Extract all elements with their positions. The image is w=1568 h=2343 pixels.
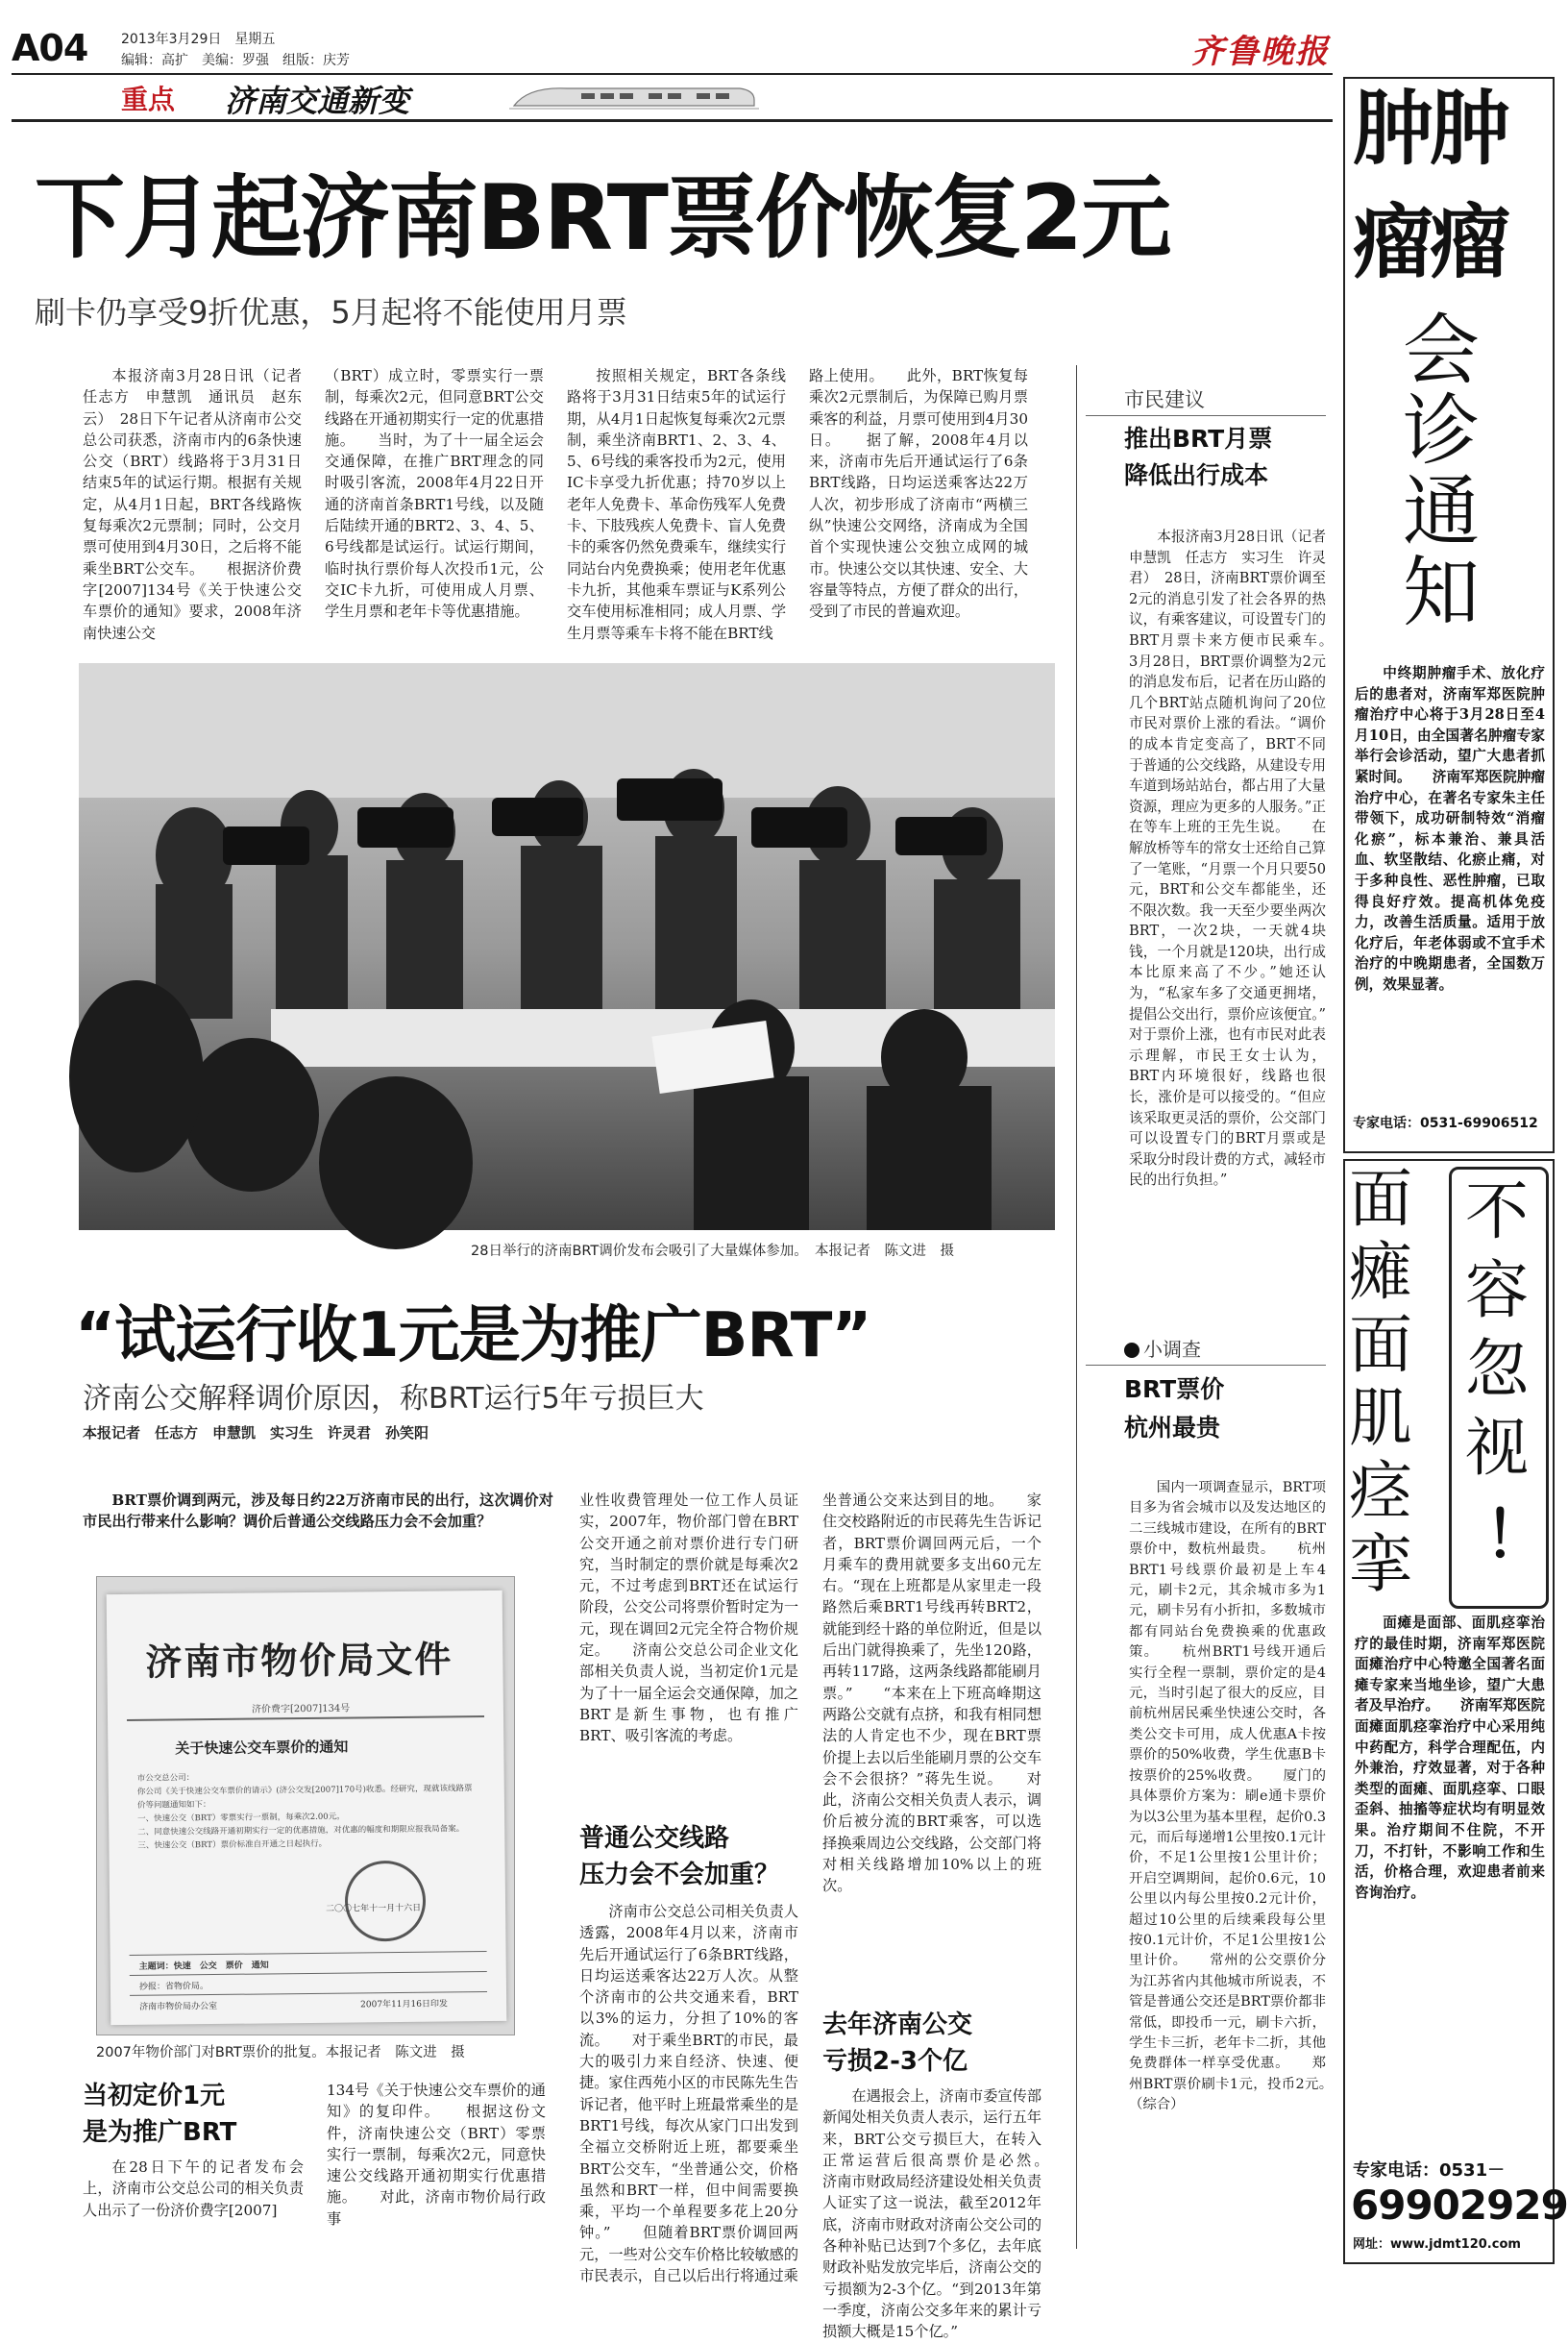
- second-col-b-text: 134号《关于快速公交车票价的通知》的复印件。 根据这份文件，济南快速公交（BRT）零票实行一票制，每乘次2元，同意快速公交线路开通初期实行优惠措施。 对此，济南市物价局行政事: [327, 2082, 546, 2228]
- ad-facial-web: 网址：www.jdmt120.com: [1353, 2237, 1521, 2252]
- lead-text-4: 路上使用。 此外，BRT恢复每乘次2元票制后，为保障已购月票乘客的利益，月票可使用到4月30日。 据了解，2008年4月以来，济南市先后开通试运行了6条BRT线路，日均运送乘客达22万人次，初步形成了济南市“两横三纵”快速公交网络，济南成为全国首个实现快速公交独立成网的城市。快速公交以其快速、安全、大容量等特点，方便了群众的出行，受到了市民的普遍欢迎。: [809, 367, 1028, 621]
- lead-photo: [79, 663, 1055, 1230]
- document-caption: 2007年物价部门对BRT票价的批复。本报记者 陈文进 摄: [96, 2045, 465, 2060]
- document-footer-left: 济南市物价局办公室: [139, 2001, 218, 2012]
- ad-tumor-body: [1355, 663, 1545, 1096]
- paper-logo: 齐鲁晚报: [1191, 33, 1330, 71]
- second-subhead: 济南公交解释调价原因，称BRT运行5年亏损巨大: [83, 1382, 704, 1416]
- ad-facial-warn-4: 视: [1465, 1411, 1529, 1485]
- page-number: A04: [12, 27, 88, 69]
- ad-facial-warn-1: 不: [1465, 1174, 1529, 1248]
- lead-photo-caption: 28日举行的济南BRT调价发布会吸引了大量媒体参加。 本报记者 陈文进 摄: [471, 1244, 955, 1259]
- lead-headline: 下月起济南BRT票价恢复2元: [35, 166, 1170, 271]
- ad-facial-warning-box: [1449, 1167, 1549, 1609]
- lead-text-1: 本报济南3月28日讯（记者 任志方 申慧凯 通讯员 赵东云） 28日下午记者从济南市公交总公司获悉，济南市内的6条快速公交（BRT）线路将于3月31日结束5年的试运行期。根据有关规定，从4月1日起，BRT各线路恢复每乘次2元票制；同时，公交月票可使用到4月30日，之后将不能乘坐BRT公交车。 根据济价费字[2007]134号《关于快速公交车票价的通知》要求，2008年济南快速公交: [83, 367, 317, 642]
- document-rule-3: [130, 1971, 487, 1976]
- second-col-c2-text: 济南市公交总公司相关负责人透露，2008年4月以来，济南市先后开通试运行了6条BRT线路，日均运送乘客达22万人次。从整个济南市的公共交通来看，BRT以3%的运力，分担了10%的客流。 对于乘坐BRT的市民，最大的吸引力来自经济、快速、便捷。家住西苑小区的市民陈先生告诉记者，他平时上班最常乘坐的是BRT1号线，每次从家门口出发到全福立交桥附近上班，都要乘坐BRT公交车，“坐普通公交，价格虽然和BRT一样，但中间需要换乘，平均一个单程要多花上20分钟。” 但随着BRT票价调回两元，一些对公交车价格比较敏感的市民表示，自己以后出行将通过乘: [579, 1903, 798, 2285]
- second-headline: “试运行收1元是为推广BRT”: [75, 1300, 871, 1371]
- side-kicker-rule: [1086, 415, 1326, 416]
- ad-tumor-title-4: 诊: [1403, 386, 1480, 476]
- second-col-c2: [579, 1901, 798, 2285]
- second-subhead-1: 当初定价1元 是为推广BRT: [83, 2082, 237, 2147]
- second-subhead-3: 去年济南公交 亏损2-3个亿: [822, 2010, 973, 2076]
- lead-text-2: （BRT）成立时，零票实行一票制，每乘次2元，但同意BRT公交线路在开通初期实行一定的优惠措施。 当时，为了十一届全运会交通保障，在推广BRT理念的同时吸引客流，2008年4月22日开通的济南首条BRT1号线，以及随后陆续开通的BRT2、3、4、5、6号线都是试运行。试运行期间，临时执行票价每人次投币1元，公交IC卡九折，可使用成人月票、学生月票和老年卡等优惠措施。: [325, 367, 544, 621]
- ad-facial-title-1: 面: [1349, 1162, 1412, 1236]
- document-footer-right: 2007年11月16日印发: [360, 1999, 449, 2010]
- ad-tumor-title-1: 肿肿: [1353, 81, 1507, 176]
- ad-facial-title-3: 面: [1349, 1308, 1412, 1382]
- ad-facial-phone-label: 专家电话：0531－: [1353, 2160, 1506, 2181]
- side-kicker: 市民建议: [1124, 388, 1205, 411]
- side-title: 推出BRT月票 降低出行成本: [1124, 425, 1273, 489]
- masthead-rule: [12, 73, 1333, 75]
- second-intro: BRT票价调到两元，涉及每日约22万济南市民的出行，这次调价对市民出行带来什么影响？调价后普通公交线路压力会不会加重？: [83, 1492, 553, 1531]
- survey-kicker-text: 小调查: [1143, 1338, 1201, 1361]
- ad-facial: [1343, 1159, 1568, 2264]
- ad-facial-phone: 69902929: [1351, 2182, 1568, 2229]
- ad-facial-title-2: 瘫: [1349, 1235, 1412, 1309]
- column-name: 济南交通新变: [225, 83, 410, 119]
- survey-icon: [1124, 1343, 1139, 1358]
- document-rule-4: [130, 1991, 487, 1996]
- ad-tumor-text: 中终期肿瘤手术、放化疗后的患者对，济南军郑医院肿瘤治疗中心将于3月28日至4月10日，由全国著名肿瘤专家举行会诊活动，望广大患者抓紧时间。 济南军郑医院肿瘤治疗中心，在著名专家朱主任带领下，成功研制特效“消瘤化瘀”，标本兼治、兼具活血、软坚散结、化瘀止痛，对于多种良性、恶性肿瘤，已取得良好疗效。提高机体免疫力，改善生活质量。适用于放化疗后，年老体弱或不宜手术治疗的中晚期患者，全国数万例，效果显著。: [1355, 665, 1545, 993]
- second-col-d1-text: 坐普通公交来达到目的地。 家住交校路附近的市民蒋先生告诉记者，BRT票价调回两元后，一个月乘车的费用就要多支出60元左右。“现在上班都是从家里走一段路然后乘BRT1号线再转BRT2，就能到经十路的单位附近，但是以后出门就得换乘了，先坐120路，再转117路，这两条线路都能刷月票。” “本来在上下班高峰期这两路公交就有点挤，和我有相同想法的人肯定也不少，现在BRT票价提上去以后坐能刷月票的公交车会不会很挤？”蒋先生说。 对此，济南公交相关负责人表示，调价后被分流的BRT乘客，可以选择换乘周边公交线路，公交部门将对相关线路增加10%以上的班次。: [822, 1492, 1041, 1895]
- ad-facial-warn-3: 忽: [1465, 1332, 1529, 1406]
- document-subject: 主题词：快速 公交 票价 通知: [138, 1961, 269, 1972]
- survey-rule: [1086, 1365, 1326, 1366]
- side-text-column: [1129, 527, 1355, 1334]
- second-sub1-text: 在28日下午的记者发布会上，济南市公交总公司的相关负责人出示了一份济价费字[2007]: [83, 2158, 304, 2219]
- lead-col-3: [567, 365, 786, 654]
- ad-facial-warn-5: ！: [1484, 1497, 1548, 1572]
- masthead-rule-2: [12, 119, 1333, 122]
- second-subhead-2: 普通公交线路 压力会不会加重？: [579, 1824, 780, 1889]
- survey-text: 国内一项调查显示，BRT项目多为省会城市以及发达地区的二三线城市建设，在所有的BRT票价中，数杭州最贵。 杭州BRT1号线票价最初是上车4元，刷卡2元，其余城市多为1元，刷卡另有小折扣，多数城市都有同站台免费换乘的优惠政策。 杭州BRT1号线开通后实行全程一票制，票价定的是4元，当时引起了很大的反应，目前杭州居民乘坐快速公交时，各类公交卡可用，成人优惠A卡按票价的50%收费，学生优惠B卡按票价的25%收费。 厦门的具体票价方案为：刷e通卡票价为以3公里为基本里程，起价0.3元，而后每递增1公里按0.1元计价，不足1公里按1公里计价；开启空调期间，起价0.6元，10公里以内每公里按0.2元计价，超过10公里的后续乘段每公里按0.1元计价，不足1公里按1公里计价。 常州的公交票价分为江苏省内其他城市所说表，不管是普通公交还是BRT票价都非常低，即投币一元，刷卡六折，学生卡三折，老年卡二折，其他免费群体一样享受优惠。 郑州BRT票价刷卡1元，投币2元。 （综合）: [1129, 1480, 1368, 2113]
- lead-text-3: 按照相关规定，BRT各条线路将于3月31日结束5年的试运行期，从4月1日起恢复每乘次2元票制，乘坐济南BRT1、2、3、4、5、6号线的乘客投币为2元，使用IC卡享受九折优惠；持70岁以上老年人免费卡、革命伤残军人免费卡、下肢残疾人免费卡、盲人免费卡的乘客仍然免费乘车，继续实行同站台内免费换乘；使用老年优惠卡九折，其他乘车票证与K系列公交车使用标准相同；成人月票、学生月票等乘车卡将不能在BRT线: [567, 367, 786, 642]
- side-text: 本报济南3月28日讯（记者 申慧凯 任志方 实习生 许灵君） 28日，济南BRT票价调至2元的消息引发了社会各界的热议，有乘客建议，可设置专门的BRT月票卡来方便市民乘车。 3月28日，BRT票价调整为2元的消息发布后，记者在历山路的几个BRT站点随机询问了20位市民对票价上涨的看法。“调价的成本肯定变高了，BRT不同于普通的公交线路，从建设专用车道到场站站台，都占用了大量资源，理应为更多的人服务。”正在等车上班的王先生说。 在解放桥等车的常女士还给自己算了一笔账，“月票一个月只要50元，BRT和公交车都能坐，还不限次数。我一天至少要坐两次BRT，一次2块，一天就4块钱，一个月就是120块，出行成本比原来高了不少。”她还认为，“私家车多了交通更拥堵，提倡公交出行，票价应该便宜。” 对于票价上涨，也有市民对此表示理解，市民王女士认为，BRT内环境很好，线路也很长，涨价是可以接受的。“但应该采取更灵活的票价，公交部门可以设置专门的BRT月票或是采取分时段计费的方式，减轻市民的出行负担。”: [1129, 529, 1355, 1189]
- ad-facial-warn-2: 容: [1465, 1253, 1529, 1327]
- second-intro-column: [83, 1490, 553, 1576]
- second-sub1-column: [83, 2157, 304, 2243]
- document-cc: 抄报：省物价局。: [138, 1982, 209, 1992]
- ad-tumor-phone: 专家电话：0531-69906512: [1353, 1116, 1538, 1131]
- ad-tumor-title-2: 瘤瘤: [1353, 194, 1507, 289]
- document-paper: [107, 1591, 507, 2025]
- lead-col-2: [325, 365, 544, 654]
- price-document-photo: [96, 1576, 515, 2035]
- ad-facial-title-4: 肌: [1349, 1381, 1412, 1455]
- document-heading: 关于快速公交车票价的通知: [175, 1738, 349, 1758]
- ad-facial-title-5: 痉: [1349, 1454, 1412, 1528]
- second-byline: 本报记者 任志方 申慧凯 实习生 许灵君 孙笑阳: [83, 1424, 429, 1442]
- ad-facial-title-6: 挛: [1349, 1527, 1412, 1601]
- ad-tumor: [1343, 77, 1555, 1153]
- document-rule-2: [130, 1951, 487, 1956]
- document-body: 市公交总公司： 你公司《关于快速公交车票价的请示》(济公交发[2007]170号)收悉。经研究，现就该线路票价等问题通知如下： 一、快速公交（BRT）零票实行一票制，每乘次2.00元。 二、同意快速公交线路开通初期实行一定的优惠措施，对优惠的幅度和期限应报我局备案。 三、快速公交（BRT）票价标准自开通之日起执行。: [136, 1773, 473, 1851]
- second-col-d2: [822, 2085, 1071, 2341]
- editors-line: 编辑：高扩 美编：罗强 组版：庆芳: [121, 53, 350, 68]
- ad-facial-text: 面瘫是面部、面肌痉挛治疗的最佳时期，济南军郑医院面瘫治疗中心特邀全国著名面瘫专家来当地坐诊，望广大患者及早治疗。 济南军郑医院面瘫面肌痉挛治疗中心采用纯中药配方，科学合理配伍，内外兼治，疗效显著，对于各种类型的面瘫、面肌痉挛、口眼歪斜、抽搐等症状均有明显效果。治疗期间不住院，不开刀，不打针，不影响工作和生活，价格合理，欢迎患者前来咨询治疗。: [1355, 1615, 1545, 1901]
- survey-kicker: [1124, 1334, 1201, 1362]
- survey-text-column: [1129, 1478, 1368, 2247]
- document-number: 济价费字[2007]134号: [251, 1703, 351, 1715]
- document-title: 济南市物价局文件: [145, 1637, 453, 1684]
- ad-tumor-title-6: 知: [1403, 548, 1480, 637]
- survey-title: BRT票价 杭州最贵: [1124, 1375, 1225, 1442]
- second-col-c1-text: 业性收费管理处一位工作人员证实，2007年，物价部门曾在BRT公交开通之前对票价进行专门研究，当时制定的票价就是每乘次2元，不过考虑到BRT还在试运行阶段，公交公司将票价暂时定为一元，现在调回2元完全符合物价规定。 济南公交总公司企业文化部相关负责人说，当初定价1元是为了十一届全运会交通保障，加之BRT是新生事物，也有推广BRT、吸引客流的考虑。: [579, 1492, 798, 1745]
- second-col-b: [327, 2080, 546, 2243]
- document-rule: [127, 1715, 484, 1721]
- section-label: 重点: [121, 84, 176, 115]
- issue-date: 2013年3月29日 星期五: [121, 32, 276, 47]
- lead-col-4: [809, 365, 1028, 654]
- side-divider: [1076, 365, 1077, 2249]
- ad-tumor-title-3: 会: [1403, 306, 1480, 395]
- document-date: 二〇〇七年十一月十六日: [326, 1903, 422, 1914]
- second-col-d2-text: 在遇报会上，济南市委宣传部新闻处相关负责人表示，运行五年来，BRT公交亏损巨大，在转入正常运营后很高票价是必然。 济南市财政局经济建设处相关负责人证实了这一说法，截至2012年底，济南市财政对济南公交公司的各种补贴已达到7个多亿，去年底财政补贴发放完毕后，济南公交的亏损额为2-3个亿。“到2013年第一季度，济南公交多年来的累计亏损额大概是15个亿。”: [822, 2087, 1071, 2341]
- lead-subhead: 刷卡仍享受9折优惠，5月起将不能使用月票: [35, 294, 627, 331]
- ad-facial-body: [1355, 1613, 1545, 2151]
- second-col-d1: [822, 1490, 1041, 2001]
- ad-tumor-title-5: 通: [1403, 467, 1480, 556]
- train-graphic: [509, 77, 759, 115]
- lead-col-1: [83, 365, 317, 654]
- second-col-c1: [579, 1490, 798, 1816]
